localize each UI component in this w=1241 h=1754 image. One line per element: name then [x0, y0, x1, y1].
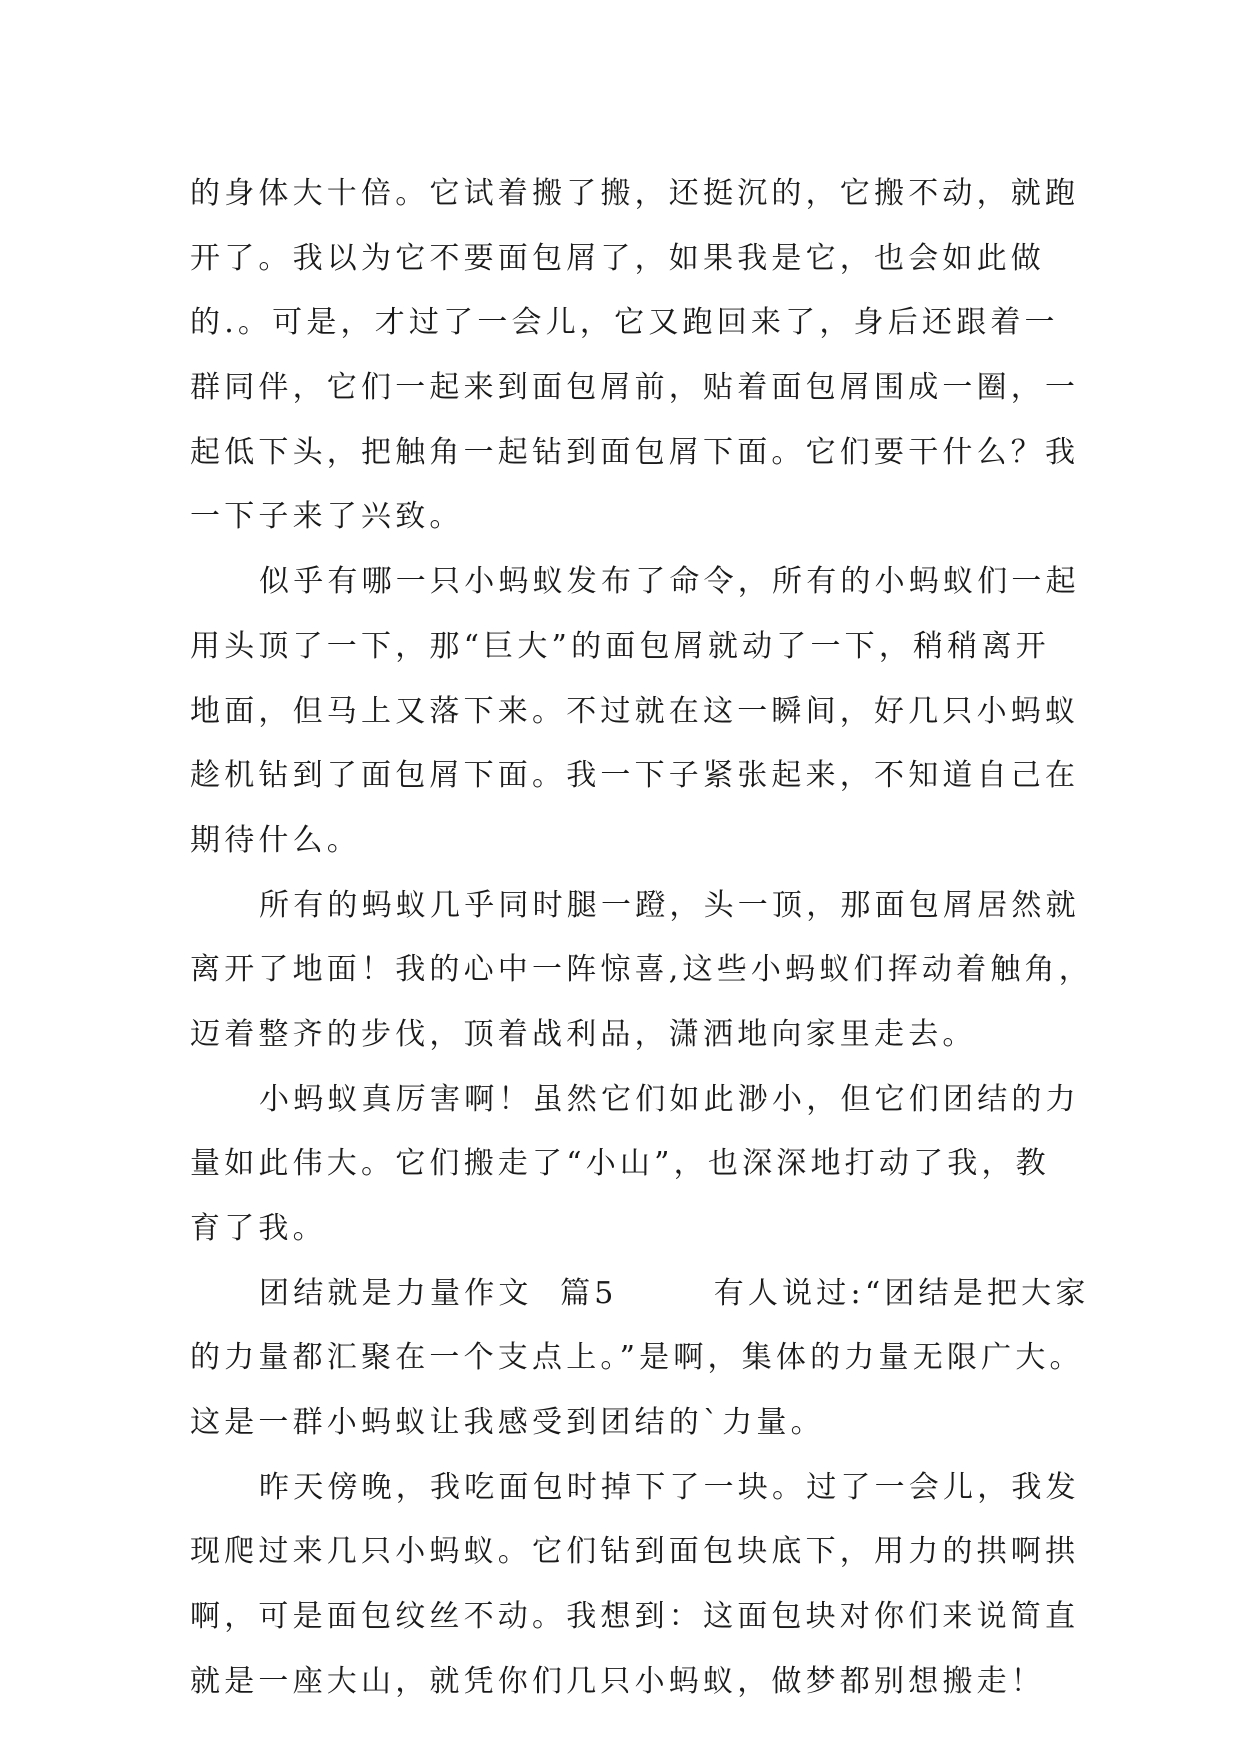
text-line: 的.。可是，才过了一会儿，它又跑回来了，身后还跟着一 — [190, 305, 1059, 341]
text-line: 量如此伟大。它们搬走了“小山”，也深深地打动了我，教 — [190, 1146, 1050, 1182]
text-line: 的力量都汇聚在一个支点上。”是啊，集体的力量无限广大。 — [190, 1340, 1084, 1376]
text-line: 开了。我以为它不要面包屑了，如果我是它，也会如此做 — [190, 240, 1045, 276]
text-line: 一下子来了兴致。 — [190, 499, 464, 535]
text-line: 起低下头，把触角一起钻到面包屑下面。它们要干什么？我 — [190, 434, 1080, 470]
text-line: 用头顶了一下，那“巨大”的面包屑就动了一下，稍稍离开 — [190, 628, 1050, 664]
paragraph-first-line: 昨天傍晚，我吃面包时掉下了一块。过了一会儿，我发 — [259, 1469, 1080, 1505]
paragraph-first-line: 所有的蚂蚁几乎同时腿一蹬，头一顶，那面包屑居然就 — [259, 887, 1080, 923]
paragraph-first-line: 似乎有哪一只小蚂蚁发布了命令，所有的小蚂蚁们一起 — [259, 564, 1080, 600]
text-line: 期待什么。 — [190, 822, 361, 858]
paragraph-first-line: 小蚂蚁真厉害啊！虽然它们如此渺小，但它们团结的力 — [259, 1081, 1080, 1117]
text-line: 迈着整齐的步伐，顶着战利品，潇洒地向家里走去。 — [190, 1016, 977, 1052]
text-line: 啊，可是面包纹丝不动。我想到：这面包块对你们来说简直 — [190, 1599, 1080, 1635]
text-line: 趁机钻到了面包屑下面。我一下子紧张起来，不知道自己在 — [190, 758, 1080, 794]
text-line: 离开了地面！我的心中一阵惊喜,这些小蚂蚁们挥动着触角， — [190, 952, 1093, 988]
text-line: 就是一座大山，就凭你们几只小蚂蚁，做梦都别想搬走！ — [190, 1663, 1045, 1699]
text-line: 的身体大十倍。它试着搬了搬，还挺沉的，它搬不动，就跑 — [190, 176, 1080, 211]
text-line: 这是一群小蚂蚁让我感受到团结的`力量。 — [190, 1405, 825, 1441]
text-line: 现爬过来几只小蚂蚁。它们钻到面包块底下，用力的拱啊拱 — [190, 1534, 1080, 1570]
text-line: 地面，但马上又落下来。不过就在这一瞬间，好几只小蚂蚁 — [190, 693, 1080, 729]
text-line: 群同伴，它们一起来到面包屑前，贴着面包屑围成一圈，一 — [190, 370, 1080, 406]
text-line: 育了我。 — [190, 1211, 327, 1246]
article-body — [190, 162, 1093, 1715]
section-heading-line: 团结就是力量作文 篇5 有人说过:“团结是把大家 — [259, 1275, 1090, 1311]
